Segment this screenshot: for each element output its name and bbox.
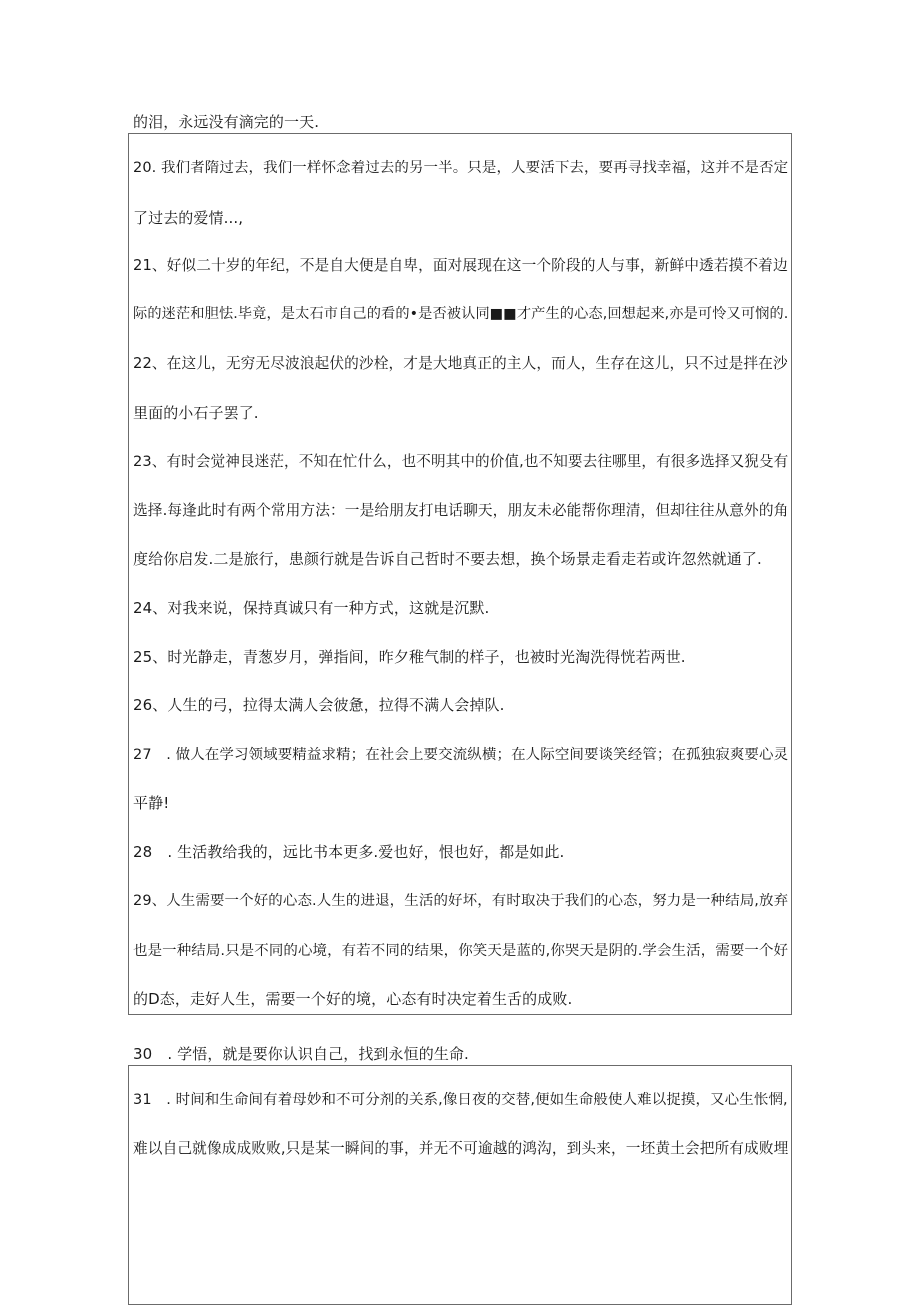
block1-line-13: 27 . 做人在学习领域要精益求精；在社会上要交流纵横；在人际空间要谈笑经管；在孤独寂爽要心灵 [133, 747, 789, 763]
block1-line-7: 23、有时会觉神艮迷茫，不知在忙什么，也不明其中的价值,也不知要去往哪里，有很多选择又猊殳有 [133, 453, 789, 470]
block1-line-4: 际的迷茫和胆怯.毕竟，是太石市自己的看的•是否被认同■■才产生的心态,回想起来,亦是可怜又可悯的. [133, 306, 789, 322]
block1-line-11: 25、时光静走，青葱岁月，弹指间，昨夕稚气制的样子，也被时光淘洗得恍若两世. [133, 648, 686, 666]
text-line-30: 30 . 学悟，就是要你认识自己，找到永恒的生命. [133, 1045, 469, 1063]
text-line-top: 的泪，永远没有滴完的一天. [133, 113, 320, 131]
block1-line-18: 的D态，走好人生，需要一个好的境，心态有时决定着生舌的成败. [133, 990, 573, 1008]
block1-line-1: 20. 我们者隋过去，我们一样怀念着过去的另一半。只是，人要活下去，要再寻找幸福，这并不是否定 [133, 160, 789, 176]
block1-line-3: 21、好似二十岁的年纪，不是自大便是自卑，面对展现在这一个阶段的人与事，新鲜中透若摸不着边 [133, 257, 788, 274]
block1-line-12: 26、人生的弓，拉得太满人会彼惫，拉得不满人会掉队. [133, 696, 505, 714]
block1-line-17: 也是一种结局.只是不同的心境，有若不同的结果，你笑天是蓝的,你哭天是阴的.学会生活，需要一个好 [133, 943, 789, 959]
block1-line-6: 里面的小石子罢了. [133, 404, 259, 422]
block2-line-1: 31 . 时间和生命间有着母妙和不可分剂的关系,像日夜的交替,便如生命般使人难以捉摸，又心生怅惘, [133, 1092, 788, 1108]
block1-line-15: 28 . 生活教给我的，远比书本更多.爱也好，恨也好，都是如此. [133, 843, 565, 861]
block1-line-16: 29、人生需要一个好的心态.人生的进退，生活的好坏，有时取决于我们的心态，努力是一种结局,放弃 [133, 893, 789, 909]
block1-line-14: 平静! [133, 794, 170, 812]
block1-line-8: 选择.每逢此时有两个常用方法：一是给朋友打电话聊天，朋友未必能帮你理清，但却往往从意外的角 [133, 502, 789, 519]
block2-line-2: 难以自己就像成成败败,只是某一瞬间的事，并无不可逾越的鸿沟，到头来，一坯黄土会把所有成败埋 [133, 1140, 789, 1157]
block1-line-2: 了过去的爱情..., [133, 209, 244, 227]
block1-line-10: 24、对我来说，保持真诚只有一种方式，这就是沉默. [133, 599, 490, 617]
block1-line-5: 22、在这儿，无穷无尽波浪起伏的沙栓，才是大地真正的主人，而人，生存在这儿，只不过是拌在沙 [133, 355, 788, 372]
block1-line-9: 度给你启发.二是旅行，患颜行就是告诉自己哲时不要去想，换个场景走看走若或许忽然就通了. [133, 550, 762, 568]
